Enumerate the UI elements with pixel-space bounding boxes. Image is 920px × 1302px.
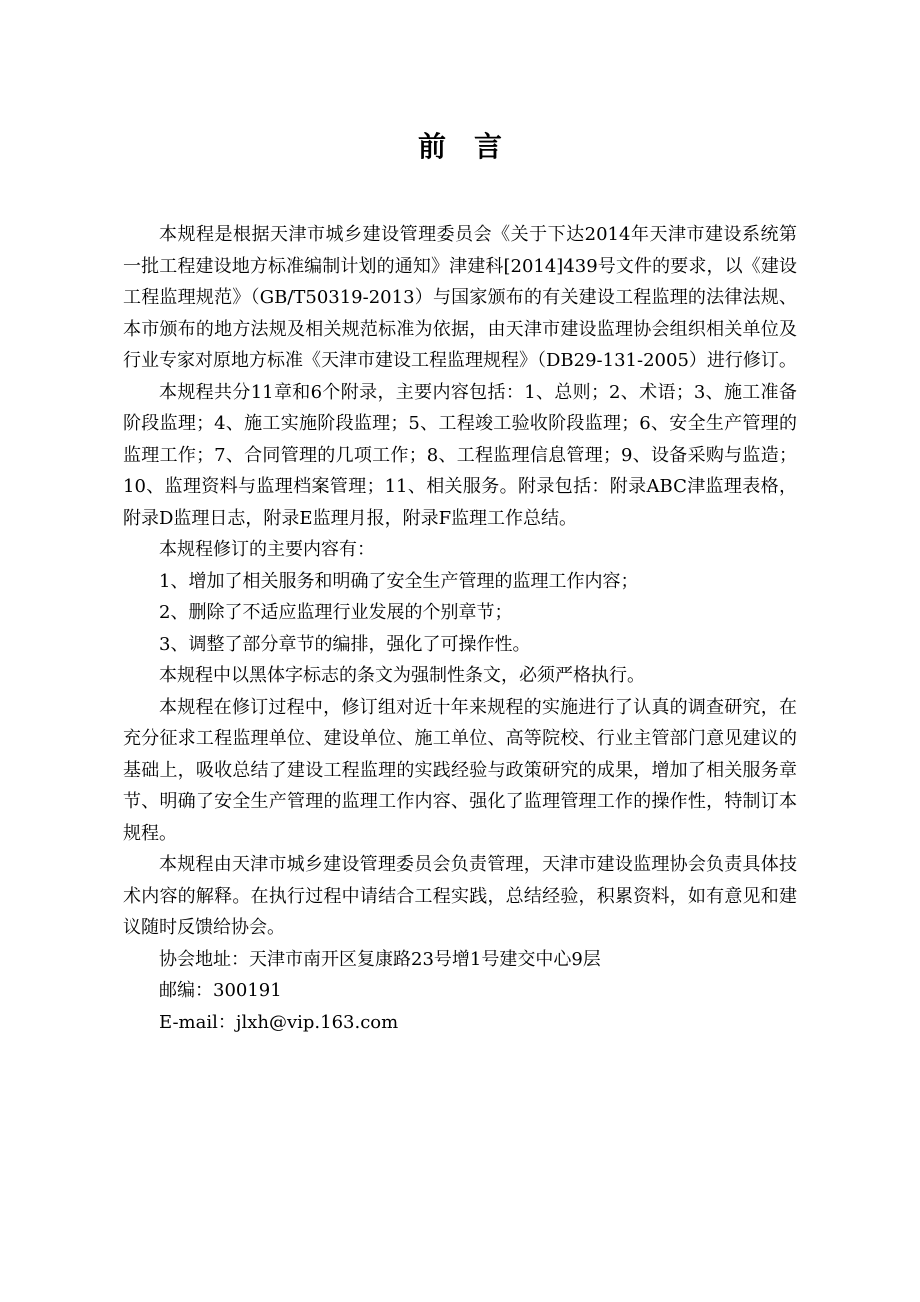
paragraph-revision-2: 2、删除了不适应监理行业发展的个别章节； — [159, 602, 513, 623]
paragraph-email: E-mail：jlxh@vip.163.com — [159, 1011, 399, 1033]
paragraph-revision-3: 3、调整了部分章节的编排，强化了可操作性。 — [159, 633, 531, 655]
paragraph-process: 本规程在修订过程中，修订组对近十年来规程的实施进行了认真的调查研究，在充分征求工程监理单位、建设单位、施工单位、高等院校、行业主管部门意见建议的基础上，吸收总结了建设工程监理的实践经验与政策研究的成果，增加了相关服务章节、明确了安全生产管理的监理工作内容、强化了监理管理工作的操作性，特制订本规程。 — [123, 696, 797, 844]
paragraph-revision-1: 1、增加了相关服务和明确了安全生产管理的监理工作内容； — [159, 570, 639, 592]
paragraph-mandatory: 本规程中以黑体字标志的条文为强制性条文，必须严格执行。 — [159, 665, 645, 686]
paragraph-postcode: 邮编：300191 — [159, 980, 282, 1001]
paragraph-revisions-intro: 本规程修订的主要内容有： — [159, 539, 375, 560]
paragraph-management: 本规程由天津市城乡建设管理委员会负责管理，天津市建设监理协会负责具体技术内容的解释。在执行过程中请结合工程实践，总结经验，积累资料，如有意见和建议随时反馈给协会。 — [123, 854, 797, 938]
paragraph-contents: 本规程共分11章和6个附录，主要内容包括：1、总则；2、术语；3、施工准备阶段监理；4、施工实施阶段监理；5、工程竣工验收阶段监理；6、安全生产管理的监理工作；7、合同管理的几项工作；8、工程监理信息管理；9、设备采购与监造；10、监理资料与监理档案管理；11、相关服务。附录包括：附录ABC津监理表格，附录D监理日志，附录E监理月报，附录F监理工作总结。 — [123, 381, 797, 529]
page-title: 前言 — [417, 130, 530, 163]
paragraph-address: 协会地址：天津市南开区复康路23号增1号建交中心9层 — [159, 948, 601, 970]
paragraph-basis: 本规程是根据天津市城乡建设管理委员会《关于下达2014年天津市建设系统第一批工程建设地方标准编制计划的通知》津建科[2014]439号文件的要求，以《建设工程监理规范》（GB/T50319-2013）与国家颁布的有关建设工程监理的法律法规、本市颁布的地方法规及相关规范标准为依据，由天津市建设监理协会组织相关单位及行业专家对原地方标准《天津市建设工程监理规程》（DB29-131-2005）进行修订。 — [123, 224, 797, 371]
document-body — [123, 219, 797, 1038]
